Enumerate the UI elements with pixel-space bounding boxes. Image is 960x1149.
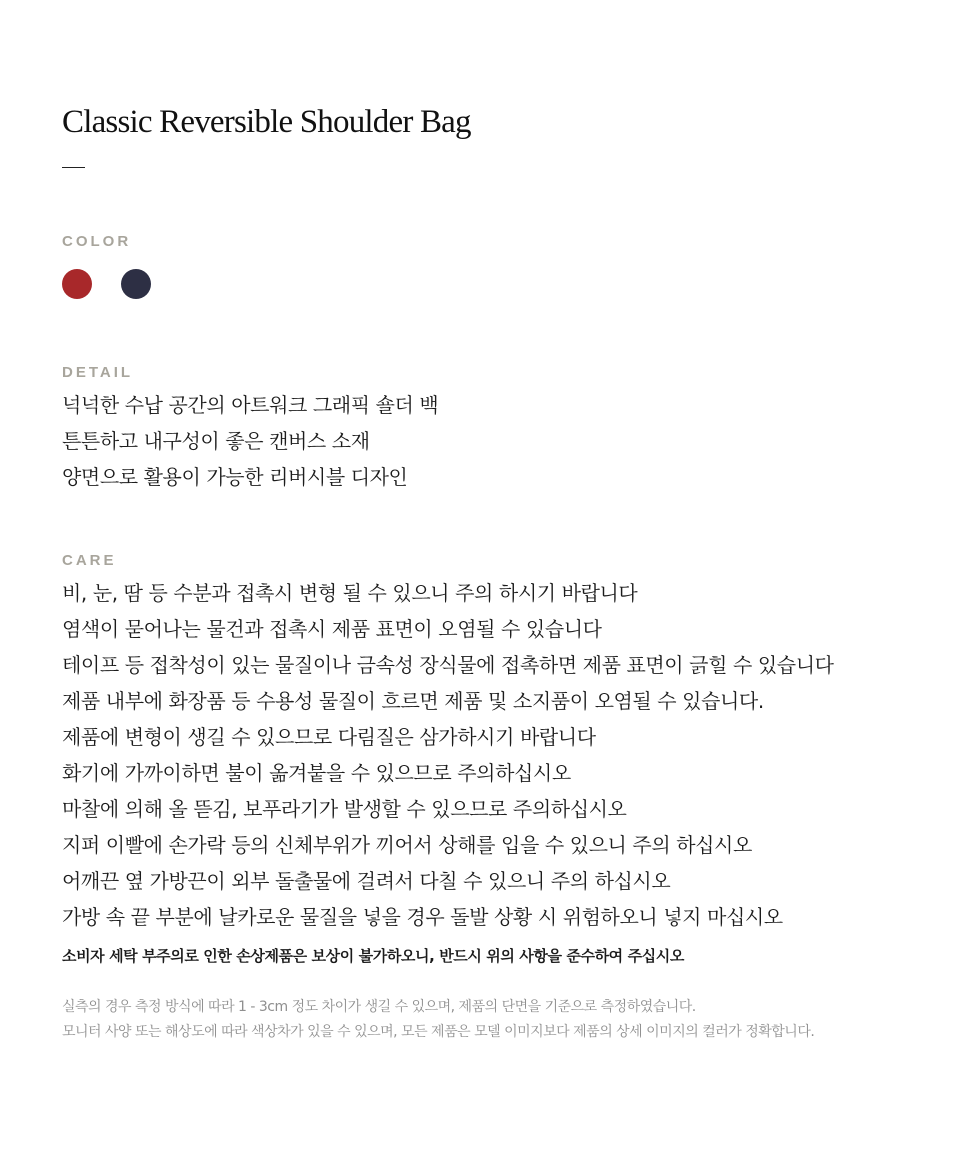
care-section-label: CARE xyxy=(62,552,117,569)
care-line: 어깨끈 옆 가방끈이 외부 돌출물에 걸려서 다칠 수 있으니 주의 하십시오 xyxy=(62,869,671,893)
measurement-notes xyxy=(62,995,814,1045)
care-line: 마찰에 의해 올 뜯김, 보푸라기가 발생할 수 있으므로 주의하십시오 xyxy=(62,797,627,821)
care-list xyxy=(62,575,834,935)
care-line: 지퍼 이빨에 손가락 등의 신체부위가 끼어서 상해를 입을 수 있으니 주의 하십시오 xyxy=(62,833,752,857)
detail-section-label: DETAIL xyxy=(62,364,134,381)
detail-list xyxy=(62,387,438,495)
note-line: 모니터 사양 또는 해상도에 따라 색상차가 있을 수 있으며, 모든 제품은 모델 이미지보다 제품의 상세 이미지의 컬러가 정확합니다. xyxy=(62,1024,815,1040)
color-swatch-navy[interactable] xyxy=(121,269,151,299)
care-line: 화기에 가까이하면 불이 옮겨붙을 수 있으므로 주의하십시오 xyxy=(62,761,571,785)
care-line: 염색이 묻어나는 물건과 접촉시 제품 표면이 오염될 수 있습니다 xyxy=(62,617,602,641)
detail-line: 양면으로 활용이 가능한 리버시블 디자인 xyxy=(62,465,408,489)
detail-line: 튼튼하고 내구성이 좋은 캔버스 소재 xyxy=(62,429,370,453)
title-divider xyxy=(62,167,85,168)
care-warning: 소비자 세탁 부주의로 인한 손상제품은 보상이 불가하오니, 반드시 위의 사항을 준수하여 주십시오 xyxy=(62,947,684,965)
color-section-label: COLOR xyxy=(62,233,132,250)
care-line: 테이프 등 접착성이 있는 물질이나 금속성 장식물에 접촉하면 제품 표면이 긁힐 수 있습니다 xyxy=(62,653,834,677)
care-line: 비, 눈, 땀 등 수분과 접촉시 변형 될 수 있으니 주의 하시기 바랍니다 xyxy=(62,581,638,605)
color-swatches xyxy=(62,269,151,299)
detail-line: 넉넉한 수납 공간의 아트워크 그래픽 숄더 백 xyxy=(62,393,439,417)
care-line: 제품에 변형이 생길 수 있으므로 다림질은 삼가하시기 바랍니다 xyxy=(62,725,596,749)
color-swatch-red[interactable] xyxy=(62,269,92,299)
note-line: 실측의 경우 측정 방식에 따라 1 - 3cm 정도 차이가 생길 수 있으며, 제품의 단면을 기준으로 측정하였습니다. xyxy=(62,999,696,1015)
care-line: 제품 내부에 화장품 등 수용성 물질이 흐르면 제품 및 소지품이 오염될 수 있습니다. xyxy=(62,689,764,713)
product-title: Classic Reversible Shoulder Bag xyxy=(62,104,471,140)
care-line: 가방 속 끝 부분에 날카로운 물질을 넣을 경우 돌발 상황 시 위험하오니 넣지 마십시오 xyxy=(62,905,783,929)
